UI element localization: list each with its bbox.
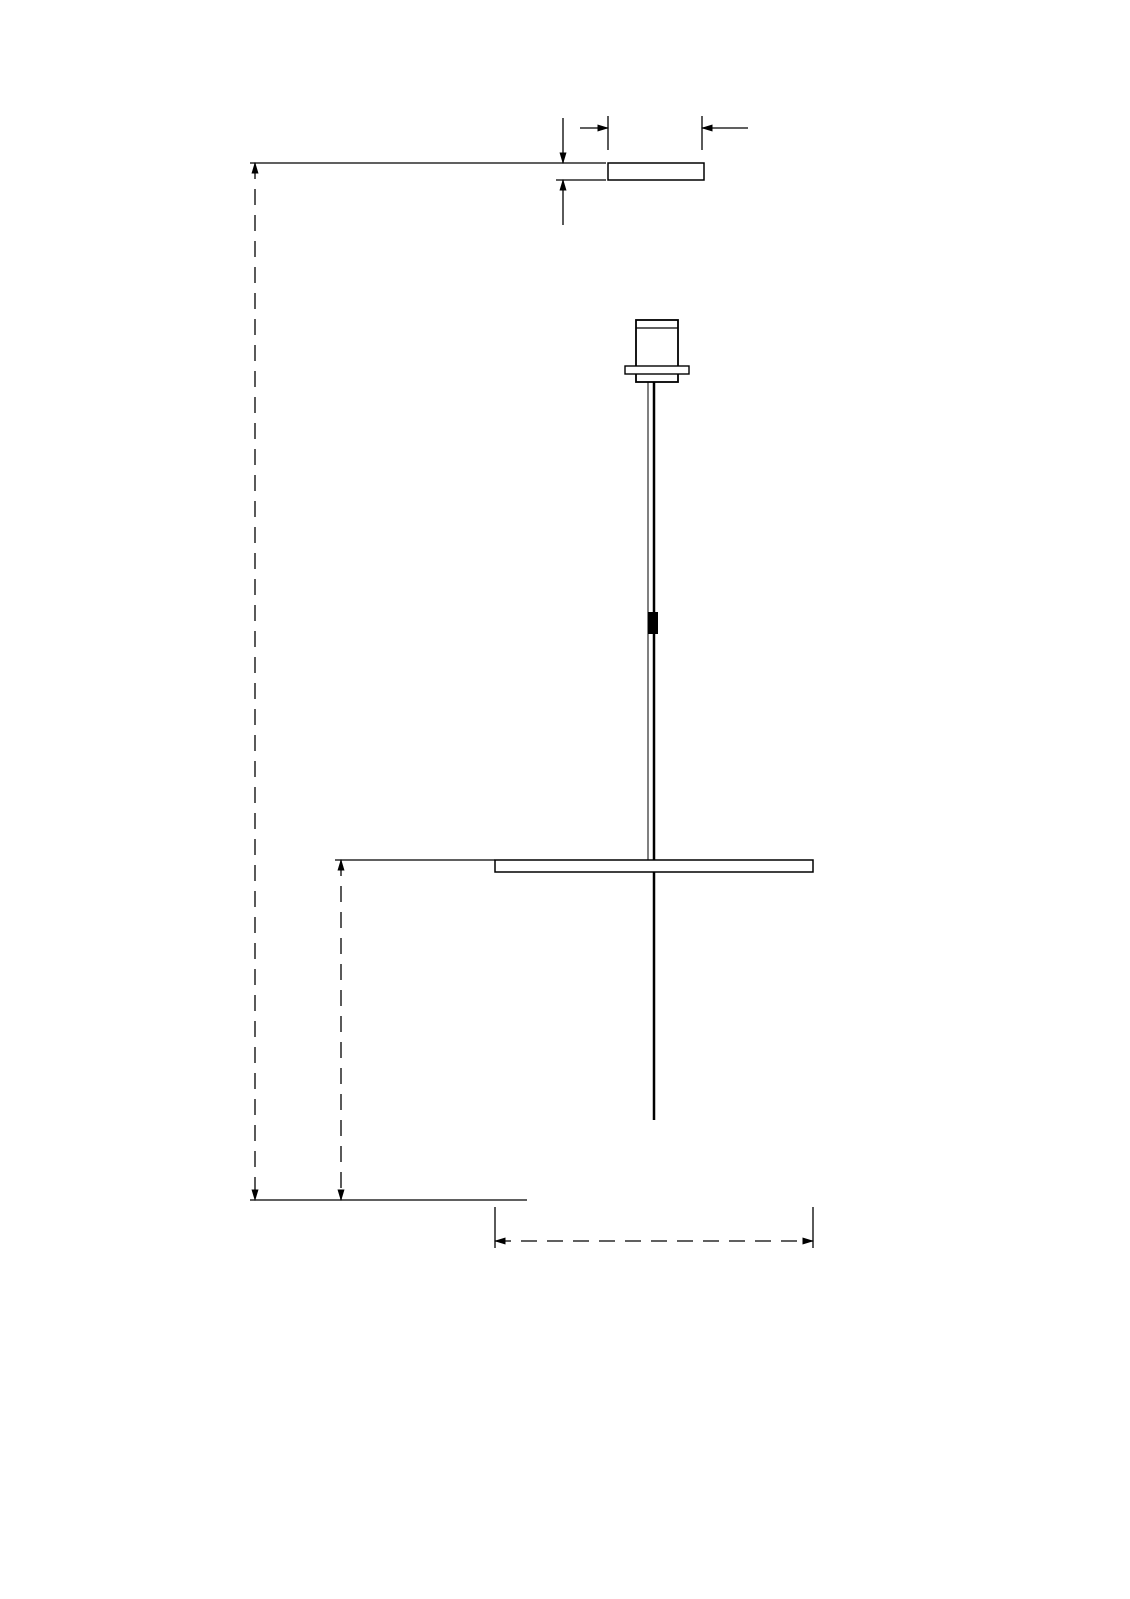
- top-ring: [495, 860, 813, 872]
- ceiling-canopy: [608, 163, 704, 180]
- dimension-lines: [250, 116, 813, 1248]
